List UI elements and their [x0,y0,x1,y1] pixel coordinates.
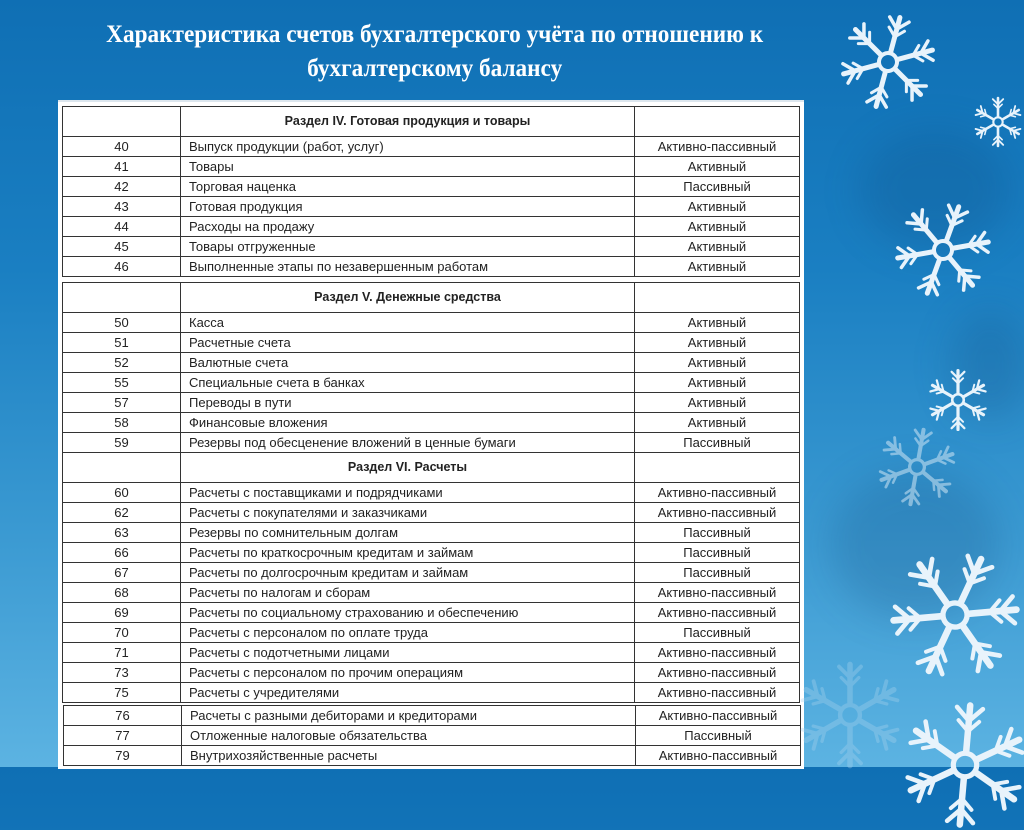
section-header: Раздел IV. Готовая продукция и товары [181,107,635,137]
account-code: 46 [63,257,181,277]
account-code: 63 [63,523,181,543]
account-code: 75 [63,683,181,703]
table-row [64,746,801,766]
account-code: 41 [63,157,181,177]
slide-title-line-2: бухгалтерскому балансу [307,55,563,82]
account-name: Отложенные налоговые обязательства [182,726,636,746]
table-row [63,157,800,177]
table-row [63,413,800,433]
account-type: Активный [635,393,800,413]
account-name: Расчетные счета [181,333,635,353]
account-code: 43 [63,197,181,217]
snowflake-icon [876,426,958,508]
account-name: Выпуск продукции (работ, услуг) [181,137,635,157]
account-name: Расчеты с поставщиками и подрядчиками [181,483,635,503]
account-code: 59 [63,433,181,453]
snowflake-icon [888,548,1022,682]
section-header: Раздел V. Денежные средства [181,283,635,313]
account-code: 57 [63,393,181,413]
snowflake-icon [893,200,993,300]
account-type: Пассивный [635,543,800,563]
account-name: Выполненные этапы по незавершенным работам [181,257,635,277]
account-type: Активный [635,373,800,393]
table-row [63,373,800,393]
account-type: Активно-пассивный [635,683,800,703]
account-code: 45 [63,237,181,257]
account-code: 62 [63,503,181,523]
table-row [63,623,800,643]
accounts-table-section-4 [62,106,800,277]
account-name: Расчеты по краткосрочным кредитам и займам [181,543,635,563]
table-row [63,217,800,237]
account-type: Активно-пассивный [635,503,800,523]
account-type: Активно-пассивный [635,643,800,663]
table-row [63,683,800,703]
account-name: Расчеты по налогам и сборам [181,583,635,603]
account-name: Расчеты с персоналом по оплате труда [181,623,635,643]
account-type: Активно-пассивный [636,706,801,726]
table-row [64,706,801,726]
table-row [63,643,800,663]
account-type: Активный [635,157,800,177]
account-code: 68 [63,583,181,603]
section-header-code-cell [63,283,181,313]
account-code: 79 [64,746,182,766]
account-type: Активный [635,353,800,373]
account-type: Активный [635,413,800,433]
table-row [63,137,800,157]
account-name: Специальные счета в банках [181,373,635,393]
table-row [63,563,800,583]
account-code: 50 [63,313,181,333]
account-code: 77 [64,726,182,746]
table-row [63,333,800,353]
account-code: 42 [63,177,181,197]
account-name: Товары [181,157,635,177]
table-row [63,523,800,543]
table-row [63,483,800,503]
account-name: Расходы на продажу [181,217,635,237]
table-row [63,177,800,197]
account-code: 70 [63,623,181,643]
slide-title-line-1: Характеристика счетов бухгалтерского учёта по отношению к [106,21,764,48]
table-row [63,603,800,623]
snowflake-icon [900,700,1024,830]
accounts-table-section-5-6 [62,282,800,703]
section-header-row [63,107,800,137]
account-code: 67 [63,563,181,583]
account-code: 69 [63,603,181,623]
account-type: Пассивный [635,433,800,453]
account-name: Расчеты с разными дебиторами и кредиторами [182,706,636,726]
snowflake-icon [972,96,1024,148]
section-header-code-cell [63,107,181,137]
table-row [63,237,800,257]
account-type: Активно-пассивный [635,583,800,603]
account-name: Переводы в пути [181,393,635,413]
account-code: 71 [63,643,181,663]
account-name: Товары отгруженные [181,237,635,257]
account-type: Активный [635,197,800,217]
account-type: Пассивный [635,623,800,643]
account-type: Активно-пассивный [635,663,800,683]
account-type: Пассивный [635,523,800,543]
account-name: Расчеты с подотчетными лицами [181,643,635,663]
table-row [63,197,800,217]
table-row [63,393,800,413]
account-code: 52 [63,353,181,373]
account-name: Расчеты по социальному страхованию и обеспечению [181,603,635,623]
snowflake-icon [838,12,938,112]
account-name: Валютные счета [181,353,635,373]
account-name: Готовая продукция [181,197,635,217]
account-code: 66 [63,543,181,563]
slide-title [30,18,839,86]
account-type: Активный [635,257,800,277]
table-row [63,583,800,603]
table-row [63,353,800,373]
account-type: Активный [635,333,800,353]
account-type: Пассивный [635,563,800,583]
snowflake-icon [926,368,990,432]
account-code: 40 [63,137,181,157]
account-name: Расчеты с персоналом по прочим операциям [181,663,635,683]
table-row [63,663,800,683]
account-code: 58 [63,413,181,433]
snowflake-icon [795,660,905,770]
account-name: Торговая наценка [181,177,635,197]
account-name: Расчеты с покупателями и заказчиками [181,503,635,523]
account-type: Активный [635,313,800,333]
table-row [63,543,800,563]
account-name: Касса [181,313,635,333]
account-code: 55 [63,373,181,393]
account-type: Активно-пассивный [636,746,801,766]
account-name: Финансовые вложения [181,413,635,433]
table-row [63,433,800,453]
section-header-row [63,283,800,313]
account-code: 73 [63,663,181,683]
account-name: Резервы под обесценение вложений в ценные бумаги [181,433,635,453]
accounts-table-continuation [63,705,801,766]
table-row [63,503,800,523]
account-type: Активный [635,237,800,257]
account-code: 76 [64,706,182,726]
section-header-type-cell [635,453,800,483]
section-header-type-cell [635,107,800,137]
account-type: Активно-пассивный [635,137,800,157]
section-header-row [63,453,800,483]
account-type: Активно-пассивный [635,603,800,623]
account-name: Расчеты с учредителями [181,683,635,703]
account-type: Пассивный [635,177,800,197]
section-header-type-cell [635,283,800,313]
account-code: 44 [63,217,181,237]
account-name: Внутрихозяйственные расчеты [182,746,636,766]
account-code: 51 [63,333,181,353]
account-name: Резервы по сомнительным долгам [181,523,635,543]
account-type: Активный [635,217,800,237]
section-header: Раздел VI. Расчеты [181,453,635,483]
section-header-code-cell [63,453,181,483]
table-row [63,313,800,333]
table-row [63,257,800,277]
account-type: Пассивный [636,726,801,746]
table-row [64,726,801,746]
account-code: 60 [63,483,181,503]
account-type: Активно-пассивный [635,483,800,503]
account-name: Расчеты по долгосрочным кредитам и займам [181,563,635,583]
